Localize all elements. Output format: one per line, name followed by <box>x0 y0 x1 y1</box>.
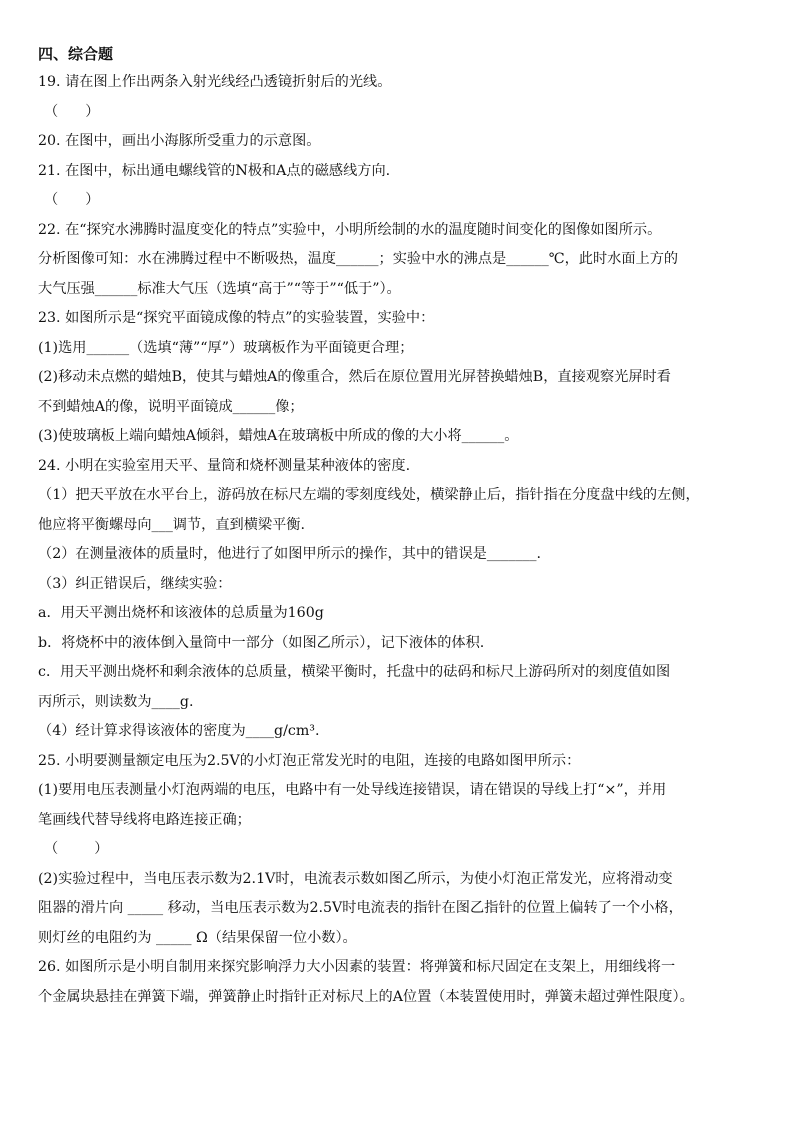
q23-part2-line2: 不到蜡烛A的像，说明平面镜成______像； <box>38 398 304 415</box>
q23-part3: (3)使玻璃板上端向蜡烛A倾斜，蜡烛A在玻璃板中所成的像的大小将______。 <box>38 428 519 444</box>
q23-part1: (1)选用______（选填“薄”“厚”）玻璃板作为平面镜更合理； <box>38 339 414 356</box>
q26-text-line1: 26. 如图所示是小明自制用来探究影响浮力大小因素的装置：将弹簧和标尺固定在支架上，用细线将一 <box>38 959 676 975</box>
q19-answer-blank: （ ） <box>44 103 100 120</box>
q25-part1-line1: (1)要用电压表测量小灯泡两端的电压，电路中有一处导线连接错误，请在错误的导线上打“×”，并用 <box>38 782 667 798</box>
q25-text: 25. 小明要测量额定电压为2.5V的小灯泡正常发光时的电阻，连接的电路如图甲所示： <box>38 752 581 769</box>
q24-part1-line2: 他应将平衡螺母向___调节，直到横梁平衡. <box>38 516 305 533</box>
q24-step-c-line1: c．用天平测出烧杯和剩余液体的总质量，横梁平衡时，托盘中的砝码和标尺上游码所对的刻度值如图 <box>38 664 671 680</box>
q25-answer-blank: （ ） <box>44 841 109 857</box>
q21-text: 21. 在图中，标出通电螺线管的N极和A点的磁感线方向. <box>38 162 391 179</box>
q21-answer-blank: （ ） <box>44 192 100 208</box>
q23-text: 23. 如图所示是“探究平面镜成像的特点”的实验装置，实验中： <box>38 310 435 326</box>
q24-step-a: a．用天平测出烧杯和该液体的总质量为160g <box>38 605 324 621</box>
q20-text: 20. 在图中，画出小海豚所受重力的示意图。 <box>38 133 321 149</box>
q24-part4: （4）经计算求得该液体的密度为____g/cm³. <box>38 723 320 739</box>
q24-text: 24. 小明在实验室用天平、量筒和烧杯测量某种液体的密度. <box>38 457 411 474</box>
q25-part2-line1: (2)实验过程中，当电压表示数为2.1V时，电流表示数如图乙所示，为使小灯泡正常发光，应将滑动变 <box>38 870 673 887</box>
q24-step-c-line2: 丙所示，则读数为____g. <box>38 693 194 710</box>
q22-text-line2: 分析图像可知：水在沸腾过程中不断吸热，温度______；实验中水的沸点是______℃，此时水面上方的 <box>38 251 679 267</box>
q25-part2-line2: 阻器的滑片向 _____ 移动，当电压表示数为2.5V时电流表的指针在图乙指针的位置上偏转了一个小格， <box>38 900 683 916</box>
q23-part2-line1: (2)移动未点燃的蜡烛B，使其与蜡烛A的像重合，然后在原位置用光屏替换蜡烛B，直接观察光屏时看 <box>38 369 671 385</box>
q19-text: 19. 请在图上作出两条入射光线经凸透镜折射后的光线。 <box>38 74 392 90</box>
section-title: 四、综合题 <box>38 45 114 63</box>
q24-part3: （3）纠正错误后，继续实验： <box>38 575 232 592</box>
q22-text-line3: 大气压强______标准大气压（选填“高于”“等于”“低于”）。 <box>38 280 401 297</box>
q25-part2-line3: 则灯丝的电阻约为 _____ Ω（结果保留一位小数）。 <box>38 929 357 946</box>
q24-part1-line1: （1）把天平放在水平台上，游码放在标尺左端的零刻度线处，横梁静止后，指针指在分度盘中线的左侧， <box>38 487 700 503</box>
q26-text-line2: 个金属块悬挂在弹簧下端，弹簧静止时指针正对标尺上的A位置（本装置使用时，弹簧未超过弹性限度）。 <box>38 988 694 1005</box>
q22-text-line1: 22. 在“探究水沸腾时温度变化的特点”实验中，小明所绘制的水的温度随时间变化的图像如图所示。 <box>38 221 662 238</box>
q25-part1-line2: 笔画线代替导线将电路连接正确； <box>38 811 251 828</box>
q24-part2: （2）在测量液体的质量时，他进行了如图甲所示的操作，其中的错误是_______. <box>38 546 542 562</box>
q24-step-b: b．将烧杯中的液体倒入量筒中一部分（如图乙所示），记下液体的体积. <box>38 634 485 651</box>
